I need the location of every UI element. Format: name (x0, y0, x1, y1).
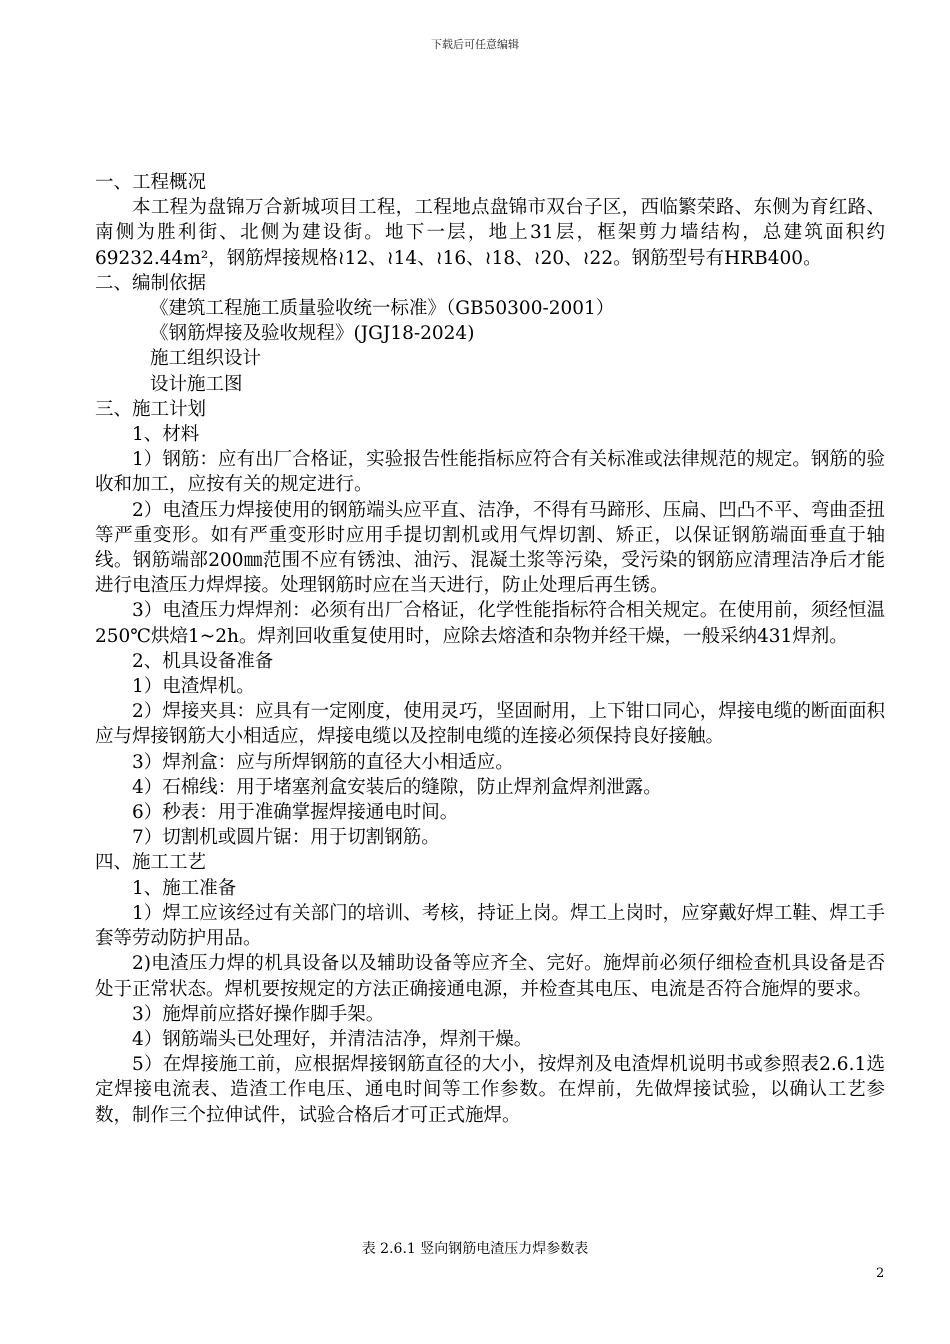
paragraph: 2）电渣压力焊接使用的钢筋端头应平直、洁净，不得有马蹄形、压扁、凹凸不平、弯曲歪扭等严重变形。如有严重变形时应用手提切割机或用气焊切割、矫正，以保证钢筋端面垂直于轴线。钢筋端部200㎜范围不应有锈浊、油污、混凝土浆等污染，受污染的钢筋应清理洁净后才能进行电渣压力焊焊接。处理钢筋时应在当天进行，防止处理后再生锈。 (95, 499, 885, 597)
paragraph: 1）电渣焊机。 (132, 676, 255, 698)
paragraph: 1）焊工应该经过有关部门的培训、考核，持证上岗。焊工上岗时，应穿戴好焊工鞋、焊工手套等劳动防护用品。 (95, 902, 885, 950)
paragraph: 1、施工准备 (132, 877, 237, 899)
paragraph: 5）在焊接施工前，应根据焊接钢筋直径的大小，按焊剂及电渣焊机说明书或参照表2.6.1选定焊接电流表、造渣工作电压、通电时间等工作参数。在焊前，先做焊接试验，以确认工艺参数，制作三个拉伸试件，试验合格后才可正式施焊。 (95, 1054, 885, 1126)
paragraph: 2)电渣压力焊的机具设备以及辅助设备等应齐全、完好。施焊前必须仔细检查机具设备是否处于正常状态。焊机要按规定的方法正确接通电源，并检查其电压、电流是否符合施焊的要求。 (95, 953, 885, 1000)
paragraph: 6）秒表：用于准确掌握焊接通电时间。 (132, 802, 459, 824)
paragraph: 《建筑工程施工质量验收统一标准》（GB50300-2001） (150, 298, 615, 320)
paragraph: 二、编制依据 (95, 272, 207, 294)
page-number: 2 (876, 1266, 885, 1281)
paragraph: 2）焊接夹具：应具有一定刚度，使用灵巧，坚固耐用，上下钳口同心，焊接电缆的断面面积应与焊接钢筋大小相适应，焊接电缆以及控制电缆的连接必须保持良好接触。 (95, 701, 885, 748)
paragraph: 7）切割机或圆片锯：用于切割钢筋。 (132, 827, 440, 849)
paragraph: 四、施工工艺 (95, 852, 207, 874)
document-body (95, 170, 885, 1128)
paragraph: 3）电渣压力焊焊剂：必须有出厂合格证，化学性能指标符合相关规定。在使用前，须经恒温250℃烘焙1~2h。焊剂回收重复使用时，应除去熔渣和杂物并经干燥，一般采纳431焊剂。 (95, 600, 885, 647)
paragraph: 施工组织设计 (150, 348, 262, 370)
paragraph: 一、工程概况 (95, 172, 207, 193)
paragraph: 4）钢筋端头已处理好，并清洁洁净，焊剂干燥。 (132, 1028, 533, 1050)
paragraph: 设计施工图 (150, 373, 243, 395)
paragraph: 三、施工计划 (95, 398, 207, 420)
paragraph: 2、机具设备准备 (132, 650, 274, 672)
paragraph: 1）钢筋：应有出厂合格证，实验报告性能指标应符合有关标准或法律规范的规定。钢筋的验收和加工，应按有关的规定进行。 (95, 449, 885, 496)
paragraph: 《钢筋焊接及验收规程》(JGJ18-2024) (150, 323, 475, 345)
paragraph: 3）焊剂盒：应与所焊钢筋的直径大小相适应。 (132, 751, 514, 773)
paragraph: 3）施焊前应搭好操作脚手架。 (132, 1003, 385, 1025)
page-header: 下载后可任意编辑 (431, 38, 519, 51)
paragraph: 本工程为盘锦万合新城项目工程，工程地点盘锦市双台子区，西临繁荣路、东侧为育红路、南侧为胜利街、北侧为建设街。地下一层，地上31层，框架剪力墙结构，总建筑面积约69232.44m²，钢筋焊接规格≀12、≀14、≀16、≀18、≀20、≀22。钢筋型号有HRB400。 (95, 197, 885, 269)
table-caption: 表 2.6.1 竖向钢筋电渣压力焊参数表 (361, 1241, 589, 1257)
paragraph: 4）石棉线：用于堵塞剂盒安装后的缝隙，防止焊剂盒焊剂泄露。 (132, 776, 662, 798)
paragraph: 1、材料 (132, 424, 200, 446)
